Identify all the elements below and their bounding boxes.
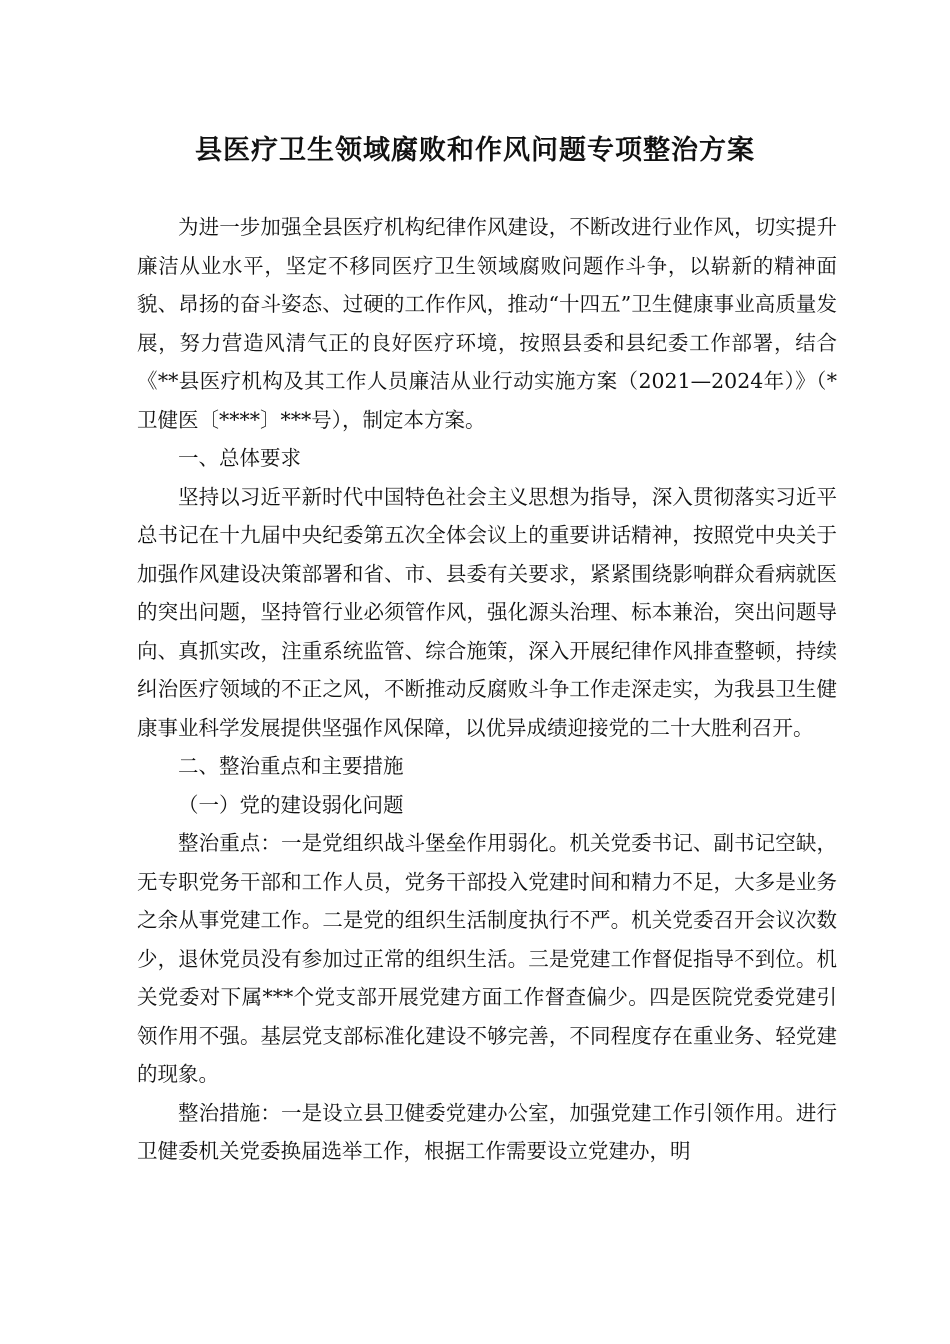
subsection-heading-party-building: （一）党的建设弱化问题: [178, 792, 404, 817]
rectification-focus-paragraph: 整治重点：一是党组织战斗堡垒作用弱化。机关党委书记、副书记空缺，无专职党务干部和工作人员，党务干部投入党建时间和精力不足，大多是业务之余从事党建工作。二是党的组织生活制度执行不严。机关党委召开会议次数少，退休党员没有参加过正常的组织生活。三是党建工作督促指导不到位。机关党委对下属***个党支部开展党建方面工作督查偏少。四是医院党委党建引领作用不强。基层党支部标准化建设不够完善，不同程度存在重业务、轻党建的现象。: [137, 831, 837, 1086]
document-body: [137, 208, 837, 1171]
section-heading-key-measures: 二、整治重点和主要措施: [178, 754, 404, 778]
section-heading-general-requirements: 一、总体要求: [178, 446, 301, 470]
document-title: 县医疗卫生领域腐败和作风问题专项整治方案: [195, 135, 755, 166]
general-requirements-paragraph: 坚持以习近平新时代中国特色社会主义思想为指导，深入贯彻落实习近平总书记在十九届中央纪委第五次全体会议上的重要讲话精神，按照党中央关于加强作风建设决策部署和省、市、县委有关要求，紧紧围绕影响群众看病就医的突出问题，坚持管行业必须管作风，强化源头治理、标本兼治，突出问题导向、真抓实改，注重系统监管、综合施策，深入开展纪律作风排查整顿，持续纠治医疗领域的不正之风，不断推动反腐败斗争工作走深走实，为我县卫生健康事业科学发展提供坚强作风保障，以优异成绩迎接党的二十大胜利召开。: [137, 484, 837, 740]
rectification-measures-paragraph: 整治措施：一是设立县卫健委党建办公室，加强党建工作引领作用。进行卫健委机关党委换届选举工作，根据工作需要设立党建办，明: [137, 1100, 837, 1163]
intro-paragraph: 为进一步加强全县医疗机构纪律作风建设，不断改进行业作风，切实提升廉洁从业水平，坚定不移同医疗卫生领域腐败问题作斗争，以崭新的精神面貌、昂扬的奋斗姿态、过硬的工作作风，推动“十四五”卫生健康事业高质量发展，努力营造风清气正的良好医疗环境，按照县委和县纪委工作部署，结合《**县医疗机构及其工作人员廉洁从业行动实施方案（2021—2024年）》（*卫健医〔****〕***号），制定本方案。: [137, 215, 837, 432]
